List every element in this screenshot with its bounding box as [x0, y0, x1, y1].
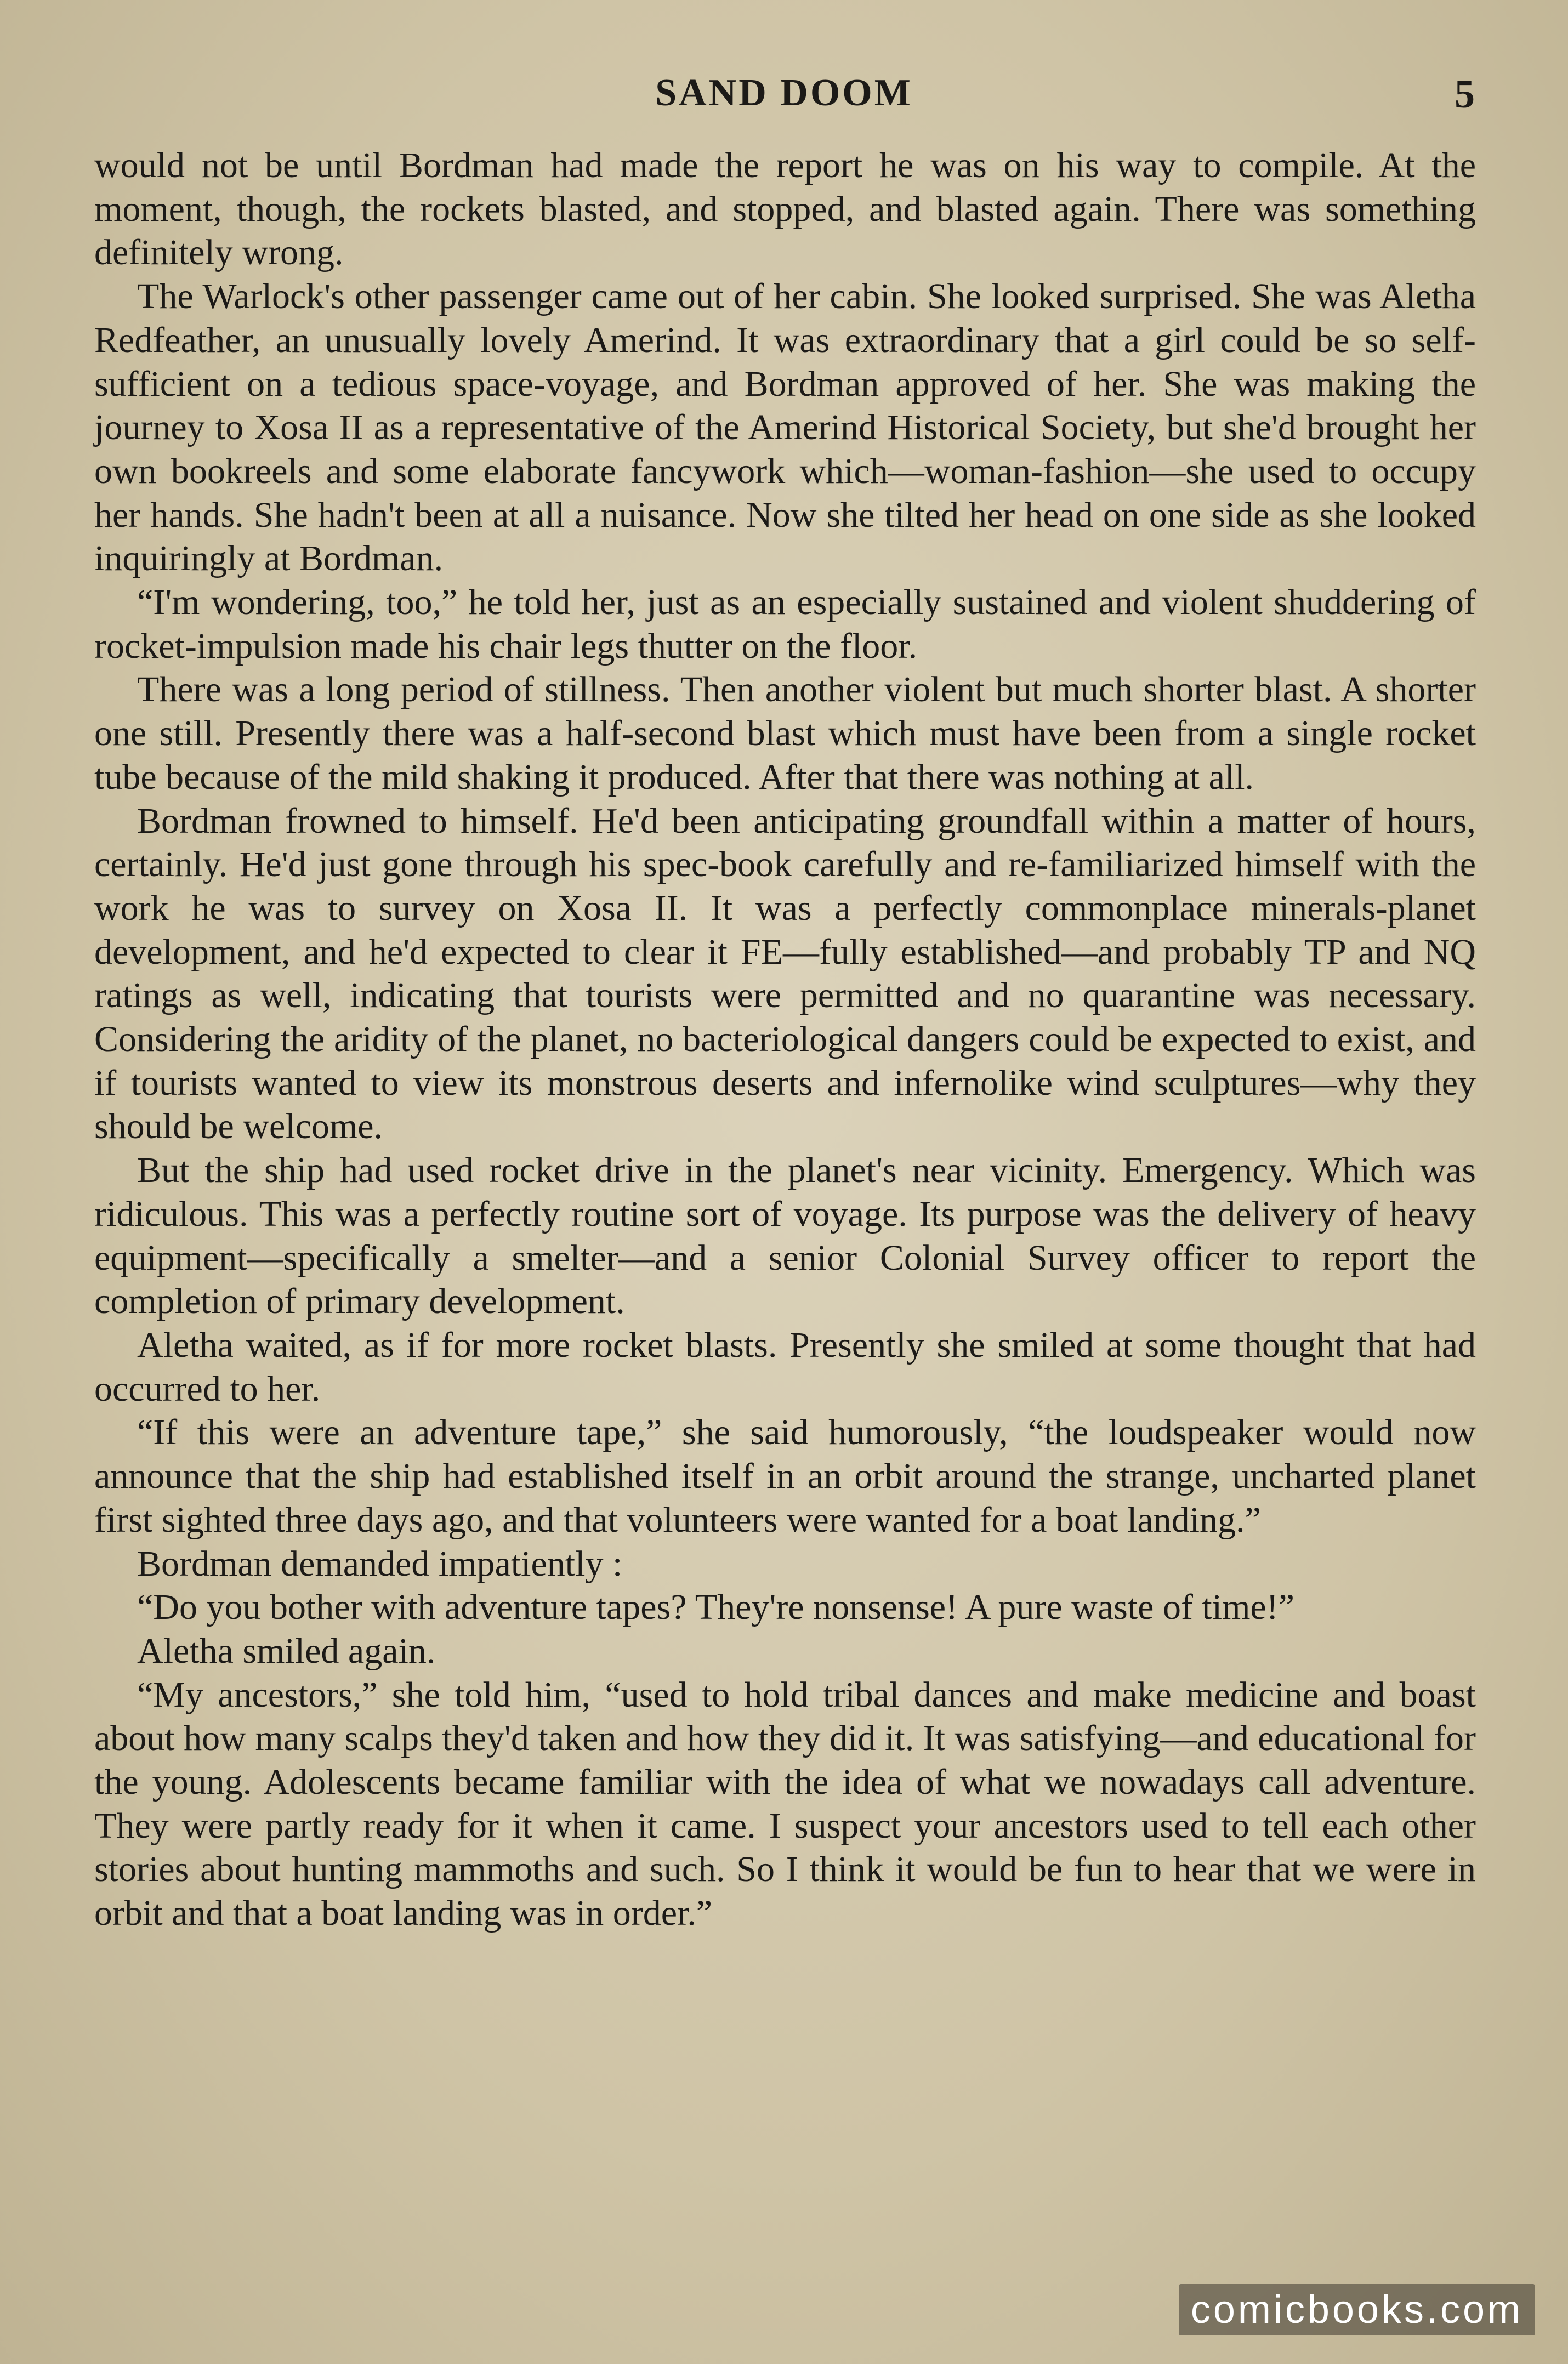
body-text: [94, 144, 1476, 1935]
paragraph: “My ancestors,” she told him, “used to hold tribal dances and make medicine and boast about how many scalps they'd taken and how they did it. It was satisfying—and educational for the young. Adolescents became familiar with the idea of what we nowadays call adventure. They were partly ready for it when it came. I suspect your ancestors used to tell each other stories about hunting mammoths and such. So I think it would be fun to hear that we were in orbit and that a boat landing was in order.”: [94, 1674, 1476, 1934]
paragraph: Aletha smiled again.: [137, 1630, 436, 1671]
paragraph: The Warlock's other passenger came out of her cabin. She looked surprised. She was Aletha Redfeather, an unusually lovely Amerind. It was extraordinary that a girl could be so self-sufficient on a tedious space-voyage, and Bordman approved of her. She was making the journey to Xosa II as a representative of the Amerind Historical Society, but she'd brought her own bookreels and some elaborate fancywork which—woman-fashion—she used to occupy her hands. She hadn't been at all a nuisance. Now she tilted her head on one side as she looked inquiringly at Bordman.: [94, 276, 1476, 579]
paragraph: Aletha waited, as if for more rocket blasts. Presently she smiled at some thought that had occurred to her.: [94, 1325, 1476, 1409]
running-title: SAND DOOM: [655, 72, 913, 114]
paragraph: There was a long period of stillness. Then another violent but much shorter blast. A shorter one still. Presently there was a half-second blast which must have been from a single rocket tube because of the mild shaking it produced. After that there was nothing at all.: [94, 669, 1476, 797]
paragraph: But the ship had used rocket drive in the planet's near vicinity. Emergency. Which was ridiculous. This was a perfectly routine sort of voyage. Its purpose was the delivery of heavy equipment—specifically a smelter—and a senior Colonial Survey officer to report the completion of primary development.: [94, 1150, 1476, 1322]
watermark: comicbooks.com: [1179, 2284, 1535, 2335]
paragraph: “I'm wondering, too,” he told her, just as an especially sustained and violent shuddering of rocket-impulsion made his chair legs thutter on the floor.: [94, 582, 1476, 666]
page-header: [93, 71, 1475, 132]
paragraph: would not be until Bordman had made the report he was on his way to compile. At the moment, though, the rockets blasted, and stopped, and blasted again. There was something definitely wrong.: [94, 145, 1476, 273]
paragraph: Bordman frowned to himself. He'd been anticipating groundfall within a matter of hours, certainly. He'd just gone through his spec-book carefully and re-familiarized himself with the work he was to survey on Xosa II. It was a perfectly commonplace minerals-planet development, and he'd expected to clear it FE—fully established—and probably TP and NQ ratings as well, indicating that tourists were permitted and no quarantine was necessary. Considering the aridity of the planet, no bacteriological dangers could be expected to exist, and if tourists wanted to view its monstrous deserts and infernolike wind sculptures—why they should be welcome.: [94, 800, 1476, 1147]
page-number: 5: [1455, 72, 1475, 117]
paragraph: Bordman demanded impatiently :: [137, 1543, 623, 1584]
paragraph: “Do you bother with adventure tapes? They're nonsense! A pure waste of time!”: [137, 1587, 1295, 1628]
paragraph: “If this were an adventure tape,” she said humorously, “the loudspeaker would now announce that the ship had established itself in an orbit around the strange, uncharted planet first sighted three days ago, and that volunteers were wanted for a boat landing.”: [94, 1412, 1476, 1540]
